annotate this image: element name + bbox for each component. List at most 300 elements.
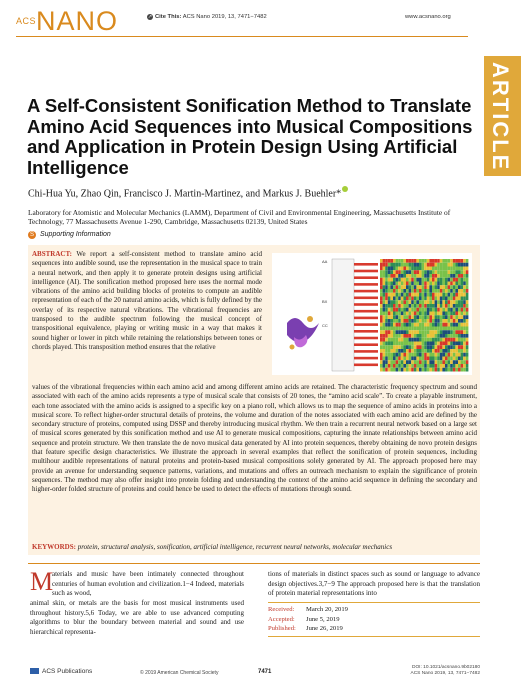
spectrum-cell <box>390 308 393 312</box>
note-bar <box>354 323 378 326</box>
spectrum-cell <box>380 315 383 319</box>
spectrum-cell <box>450 364 453 368</box>
spectrum-cell <box>458 267 461 271</box>
spectrum-cell <box>411 364 414 368</box>
spectrum-cell <box>409 357 412 361</box>
spectrum-cell <box>388 267 391 271</box>
spectrum-cell <box>419 282 422 286</box>
spectrum-cell <box>429 270 432 274</box>
spectrum-cell <box>458 259 461 263</box>
spectrum-cell <box>453 330 456 334</box>
spectrum-cell <box>403 274 406 278</box>
spectrum-cell <box>437 285 440 289</box>
spectrum-cell <box>429 349 432 353</box>
spectrum-cell <box>419 315 422 319</box>
spectrum-cell <box>442 293 445 297</box>
spectrum-cell <box>414 293 417 297</box>
publisher-logo[interactable] <box>30 668 92 675</box>
spectrum-cell <box>450 327 453 331</box>
spectrum-cell <box>411 368 414 372</box>
spectrum-cell <box>385 300 388 304</box>
spectrum-cell <box>440 274 443 278</box>
spectrum-cell <box>398 323 401 327</box>
spectrum-cell <box>388 349 391 353</box>
spectrum-cell <box>455 357 458 361</box>
spectrum-cell <box>398 368 401 372</box>
spectrum-cell <box>429 263 432 267</box>
spectrum-cell <box>398 308 401 312</box>
spectrum-cell <box>411 300 414 304</box>
spectrum-cell <box>393 293 396 297</box>
spectrum-cell <box>390 282 393 286</box>
spectrum-cell <box>385 315 388 319</box>
spectrum-cell <box>383 323 386 327</box>
spectrum-cell <box>437 353 440 357</box>
spectrum-cell <box>396 319 399 323</box>
spectrum-cell <box>409 267 412 271</box>
spectrum-cell <box>396 349 399 353</box>
spectrum-cell <box>403 285 406 289</box>
spectrum-cell <box>440 263 443 267</box>
note-bar <box>354 303 378 306</box>
spectrum-cell <box>463 259 466 263</box>
spectrum-cell <box>422 274 425 278</box>
spectrum-cell <box>406 285 409 289</box>
spectrum-cell <box>419 308 422 312</box>
spectrum-cell <box>448 285 451 289</box>
spectrum-cell <box>403 304 406 308</box>
spectrum-cell <box>406 263 409 267</box>
spectrum-cell <box>409 360 412 364</box>
note-bar <box>354 276 378 279</box>
spectrum-cell <box>416 304 419 308</box>
spectrum-cell <box>380 338 383 342</box>
spectrum-cell <box>416 315 419 319</box>
spectrum-cell <box>453 297 456 301</box>
spectrum-cell <box>440 327 443 331</box>
spectrum-cell <box>406 349 409 353</box>
spectrum-cell <box>409 319 412 323</box>
spectrum-cell <box>403 357 406 361</box>
spectrum-cell <box>390 263 393 267</box>
note-bar <box>354 350 378 353</box>
spectrum-cell <box>396 297 399 301</box>
spectrum-cell <box>437 263 440 267</box>
spectrum-cell <box>455 297 458 301</box>
spectrum-cell <box>401 342 404 346</box>
journal-url[interactable]: www.acsnano.org <box>405 14 451 20</box>
spectrum-cell <box>450 360 453 364</box>
spectrum-cell <box>383 259 386 263</box>
spectrum-cell <box>388 308 391 312</box>
spectrum-cell <box>448 312 451 316</box>
spectrum-cell <box>390 360 393 364</box>
spectrum-cell <box>390 327 393 331</box>
spectrum-cell <box>453 263 456 267</box>
spectrum-cell <box>383 345 386 349</box>
abstract-label: ABSTRACT: <box>32 250 72 258</box>
spectrum-cell <box>401 327 404 331</box>
spectrum-cell <box>435 327 438 331</box>
date-received: Received: March 20, 2019 <box>268 606 348 613</box>
spectrum-cell <box>448 300 451 304</box>
cite-this[interactable] <box>147 14 267 20</box>
spectrum-cell <box>414 315 417 319</box>
spectrum-cell <box>442 274 445 278</box>
spectrum-cell <box>380 334 383 338</box>
spectrum-cell <box>406 293 409 297</box>
spectrum-cell <box>424 285 427 289</box>
spectrum-cell <box>390 267 393 271</box>
spectrum-cell <box>463 274 466 278</box>
spectrum-cell <box>427 338 430 342</box>
spectrum-cell <box>463 304 466 308</box>
spectrum-cell <box>414 270 417 274</box>
spectrum-cell <box>432 263 435 267</box>
spectrum-cell <box>458 319 461 323</box>
spectrum-cell <box>396 282 399 286</box>
spectrum-cell <box>458 315 461 319</box>
spectrum-cell <box>380 353 383 357</box>
spectrum-cell <box>401 289 404 293</box>
spectrum-cell <box>416 330 419 334</box>
publisher-name: ACS Publications <box>42 668 93 675</box>
spectrum-cell <box>414 274 417 278</box>
spectrum-cell <box>401 360 404 364</box>
spectrum-cell <box>419 334 422 338</box>
spectrum-cell <box>422 259 425 263</box>
keywords-label: KEYWORDS: <box>32 543 76 551</box>
spectrum-cell <box>427 267 430 271</box>
spectrum-cell <box>461 263 464 267</box>
spectrum-cell <box>445 270 448 274</box>
article-side-tab <box>484 56 521 176</box>
spectrum-cell <box>453 338 456 342</box>
spectrum-cell <box>416 323 419 327</box>
spectrum-cell <box>411 285 414 289</box>
spectrum-cell <box>435 289 438 293</box>
spectrum-cell <box>396 360 399 364</box>
spectrum-cell <box>393 304 396 308</box>
spectrum-cell <box>458 285 461 289</box>
spectrum-cell <box>450 319 453 323</box>
spectrum-cell <box>448 308 451 312</box>
spectrum-cell <box>432 259 435 263</box>
spectrum-cell <box>419 360 422 364</box>
spectrum-cell <box>380 345 383 349</box>
abstract-text-1: We report a self-consistent method to translate amino acid sequences into audible sound, use the representation in the musical space to train a neural network, and then apply it to generate protein designs using artificial intelligence (AI). The sonification method proposed here uses the normal mode vibrations of the amino acid building blocks of proteins to compute an audible representation of each of the 20 natural amino acids, which is fully defined by the overlay of its respective natural vibrations. The vibrational frequencies are transposed to the audible spectrum following the musical concept of transpositional equivalence, playing or writing music in a way that makes it sound higher or lower in pitch while retaining the relationships between tones or chords played. This transposition method ensures that the relative <box>32 250 262 351</box>
spectrum-cell <box>396 357 399 361</box>
spectrum-cell <box>411 293 414 297</box>
spectrum-cell <box>437 293 440 297</box>
spectrum-cell <box>427 349 430 353</box>
spectrum-cell <box>455 270 458 274</box>
spectrum-cell <box>422 267 425 271</box>
spectrum-cell <box>455 368 458 372</box>
spectrum-cell <box>385 270 388 274</box>
spectrum-cell <box>448 293 451 297</box>
spectrum-cell <box>437 259 440 263</box>
spectrum-cell <box>450 338 453 342</box>
spectrum-cell <box>385 327 388 331</box>
spectrum-cell <box>429 267 432 271</box>
spectrum-cell <box>463 334 466 338</box>
spectrum-cell <box>448 274 451 278</box>
spectrum-cell <box>396 270 399 274</box>
spectrum-cell <box>383 308 386 312</box>
spectrum-cell <box>383 357 386 361</box>
spectrum-cell <box>437 342 440 346</box>
spectrum-cell <box>398 289 401 293</box>
spectrum-cell <box>385 263 388 267</box>
spectrum-cell <box>453 267 456 271</box>
spectrum-cell <box>437 345 440 349</box>
spectrum-cell <box>403 259 406 263</box>
spectrum-cell <box>461 353 464 357</box>
spectrum-cell <box>416 267 419 271</box>
spectrum-cell <box>383 338 386 342</box>
spectrum-cell <box>450 263 453 267</box>
spectrum-cell <box>448 315 451 319</box>
spectrum-cell <box>403 297 406 301</box>
spectrum-cell <box>432 349 435 353</box>
spectrum-cell <box>396 338 399 342</box>
spectrum-cell <box>393 334 396 338</box>
spectrum-cell <box>461 345 464 349</box>
spectrum-cell <box>463 327 466 331</box>
spectrum-cell <box>461 270 464 274</box>
spectrum-cell <box>380 270 383 274</box>
spectrum-cell <box>461 312 464 316</box>
spectrum-cell <box>450 353 453 357</box>
spectrum-cell <box>403 334 406 338</box>
spectrum-cell <box>466 300 469 304</box>
spectrum-cell <box>429 342 432 346</box>
spectrum-cell <box>435 338 438 342</box>
spectrum-cell <box>455 319 458 323</box>
spectrum-cell <box>432 278 435 282</box>
spectrum-cell <box>437 282 440 286</box>
spectrum-cell <box>453 308 456 312</box>
spectrum-cell <box>406 319 409 323</box>
spectrum-cell <box>411 289 414 293</box>
spectrum-cell <box>458 270 461 274</box>
spectrum-cell <box>427 342 430 346</box>
spectrum-cell <box>401 297 404 301</box>
supporting-info-link[interactable] <box>28 231 111 239</box>
spectrum-cell <box>406 338 409 342</box>
spectrum-cell <box>383 270 386 274</box>
spectrum-cell <box>383 297 386 301</box>
spectrum-cell <box>461 330 464 334</box>
spectrum-cell <box>390 342 393 346</box>
spectrum-cell <box>416 327 419 331</box>
spectrum-cell <box>435 267 438 271</box>
spectrum-cell <box>458 342 461 346</box>
spectrum-cell <box>416 297 419 301</box>
spectrum-cell <box>398 263 401 267</box>
spectrum-cell <box>442 308 445 312</box>
spectrum-cell <box>429 330 432 334</box>
spectrum-cell <box>393 315 396 319</box>
spectrum-cell <box>463 308 466 312</box>
spectrum-cell <box>409 300 412 304</box>
spectrum-cell <box>455 342 458 346</box>
spectrum-cell <box>453 357 456 361</box>
spectrum-cell <box>388 278 391 282</box>
spectrum-cell <box>401 278 404 282</box>
spectrum-cell <box>435 368 438 372</box>
spectrum-cell <box>390 278 393 282</box>
spectrum-cell <box>424 289 427 293</box>
spectrum-cell <box>463 368 466 372</box>
spectrum-cell <box>466 315 469 319</box>
spectrum-cell <box>448 353 451 357</box>
header-divider <box>16 36 468 37</box>
spectrum-cell <box>398 267 401 271</box>
spectrum-cell <box>466 349 469 353</box>
spectrum-cell <box>453 353 456 357</box>
spectrum-cell <box>453 364 456 368</box>
spectrum-cell <box>411 360 414 364</box>
spectrum-cell <box>440 323 443 327</box>
spectrum-cell <box>463 285 466 289</box>
spectrum-cell <box>383 274 386 278</box>
spectrum-cell <box>393 353 396 357</box>
spectrum-cell <box>424 360 427 364</box>
spectrum-cell <box>401 330 404 334</box>
spectrum-cell <box>432 304 435 308</box>
copyright: © 2019 American Chemical Society <box>140 670 219 676</box>
spectrum-cell <box>409 297 412 301</box>
spectrum-cell <box>380 308 383 312</box>
spectrum-cell <box>450 334 453 338</box>
spectrum-cell <box>409 304 412 308</box>
spectrum-cell <box>380 368 383 372</box>
spectrum-cell <box>461 368 464 372</box>
spectrum-cell <box>396 267 399 271</box>
spectrum-cell <box>422 300 425 304</box>
spectrum-cell <box>424 297 427 301</box>
spectrum-cell <box>466 338 469 342</box>
spectrum-cell <box>461 300 464 304</box>
spectrum-cell <box>411 353 414 357</box>
journal-ref: ACS Nano 2019, 13, 7471−7482 <box>410 671 480 676</box>
spectrum-cell <box>422 327 425 331</box>
spectrum-cell <box>442 319 445 323</box>
spectrum-cell <box>453 345 456 349</box>
spectrum-cell <box>403 353 406 357</box>
spectrum-cell <box>466 323 469 327</box>
spectrum-cell <box>398 342 401 346</box>
spectrum-cell <box>458 368 461 372</box>
spectrum-cell <box>450 308 453 312</box>
spectrum-cell <box>437 297 440 301</box>
spectrum-cell <box>419 368 422 372</box>
date-published: Published: June 26, 2019 <box>268 625 343 632</box>
spectrum-cell <box>396 368 399 372</box>
spectrum-cell <box>419 263 422 267</box>
spectrum-cell <box>429 304 432 308</box>
note-bar <box>354 290 378 293</box>
spectrum-cell <box>466 312 469 316</box>
spectrum-cell <box>453 334 456 338</box>
spectrum-cell <box>424 327 427 331</box>
spectrum-cell <box>450 345 453 349</box>
spectrum-cell <box>385 278 388 282</box>
spectrum-cell <box>442 323 445 327</box>
spectrum-cell <box>383 368 386 372</box>
cite-prefix: Cite This: <box>155 14 182 20</box>
spectrum-cell <box>385 353 388 357</box>
spectrum-cell <box>427 360 430 364</box>
spectrum-cell <box>448 345 451 349</box>
spectrum-cell <box>401 345 404 349</box>
spectrum-cell <box>429 323 432 327</box>
spectrum-cell <box>416 360 419 364</box>
note-bar <box>354 310 378 313</box>
spectrum-cell <box>466 285 469 289</box>
spectrum-cell <box>419 285 422 289</box>
spectrum-cell <box>398 304 401 308</box>
spectrum-cell <box>380 319 383 323</box>
spectrum-cell <box>393 267 396 271</box>
spectrum-cell <box>403 368 406 372</box>
spectrum-cell <box>409 282 412 286</box>
spectrum-cell <box>453 289 456 293</box>
spectrum-cell <box>390 319 393 323</box>
note-bar <box>354 317 378 320</box>
spectrum-cell <box>398 270 401 274</box>
spectrum-cell <box>385 297 388 301</box>
spectrum-cell <box>398 315 401 319</box>
spectrum-cell <box>435 342 438 346</box>
spectrum-cell <box>398 259 401 263</box>
spectrum-cell <box>414 312 417 316</box>
spectrum-cell <box>383 319 386 323</box>
spectrum-cell <box>458 274 461 278</box>
spectrum-cell <box>401 274 404 278</box>
spectrum-cell <box>440 300 443 304</box>
spectrum-cell <box>388 338 391 342</box>
journal-logo[interactable] <box>16 6 118 37</box>
spectrum-cell <box>427 259 430 263</box>
spectrum-cell <box>424 349 427 353</box>
orcid-icon[interactable] <box>342 186 348 192</box>
spectrum-cell <box>450 282 453 286</box>
spectrum-cell <box>409 334 412 338</box>
spectrum-cell <box>427 278 430 282</box>
spectrum-cell <box>380 282 383 286</box>
spectrum-cell <box>422 289 425 293</box>
spectrum-cell <box>442 334 445 338</box>
spectrum-cell <box>419 323 422 327</box>
spectrum-cell <box>388 368 391 372</box>
spectrum-cell <box>398 278 401 282</box>
spectrum-cell <box>419 300 422 304</box>
spectrum-cell <box>455 308 458 312</box>
spectrum-cell <box>466 368 469 372</box>
spectrum-cell <box>455 285 458 289</box>
spectrum-cell <box>388 327 391 331</box>
spectrum-cell <box>427 282 430 286</box>
spectrum-cell <box>442 300 445 304</box>
spectrum-cell <box>414 330 417 334</box>
spectrum-cell <box>406 315 409 319</box>
spectrum-cell <box>440 289 443 293</box>
doi-link[interactable]: DOI: 10.1021/acsnano.9b02180 <box>411 665 480 670</box>
spectrum-cell <box>385 312 388 316</box>
